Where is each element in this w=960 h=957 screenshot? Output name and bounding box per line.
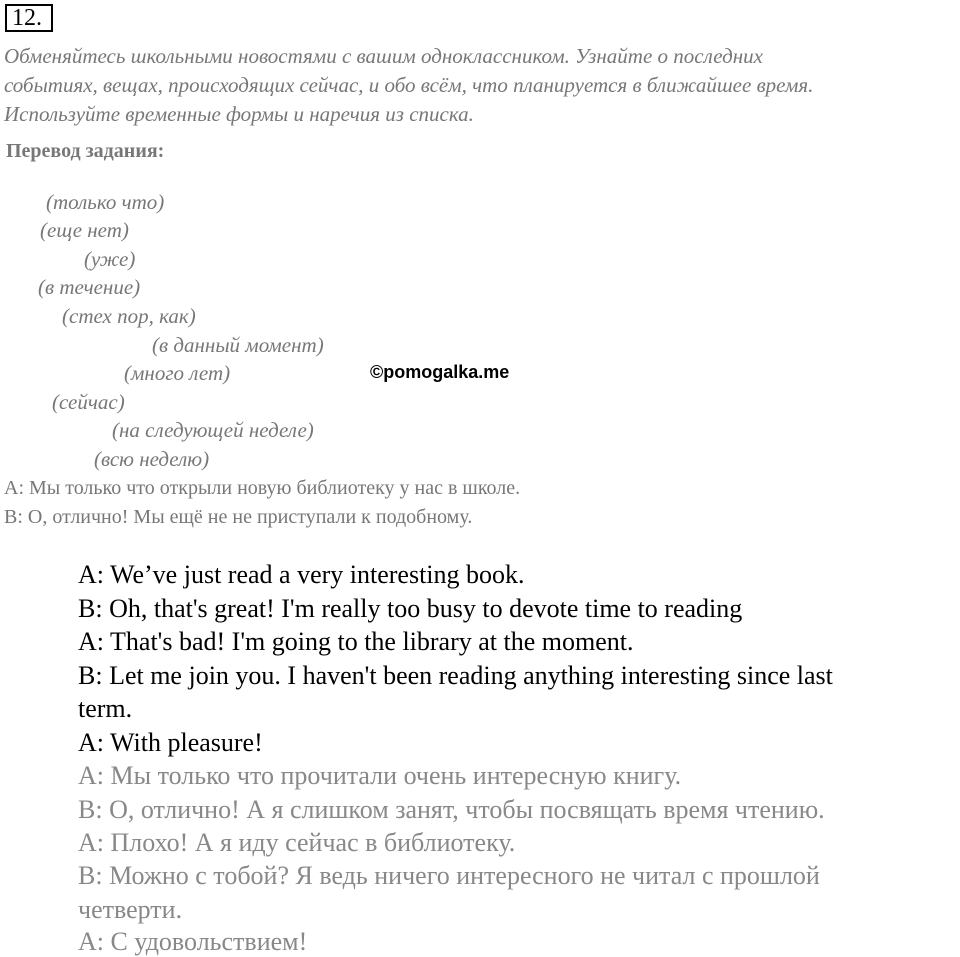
example-line-2: В: О, отлично! Мы ещё не не приступали к подобному. <box>4 506 473 528</box>
adverb-item: (стех пор, как) <box>62 304 196 328</box>
dialogue-en-line: B: Oh, that's great! I'm really too busy to devote time to reading <box>78 594 743 623</box>
translation-title: Перевод задания: <box>6 140 165 162</box>
dialogue-ru-line: А: С удовольствием! <box>78 927 308 956</box>
dialogue-ru-line: А: Мы только что прочитали очень интересную книгу. <box>78 761 682 790</box>
watermark: ©pomogalka.me <box>370 362 510 382</box>
example-line-1: А: Мы только что открыли новую библиотеку у нас в школе. <box>4 477 521 499</box>
dialogue-ru-line: А: Плохо! А я иду сейчас в библиотеку. <box>78 828 516 857</box>
dialogue-en-line: A: With pleasure! <box>78 728 263 757</box>
exercise-number: 12. <box>5 4 53 32</box>
task-line-3: Используйте временные формы и наречия из списка. <box>4 102 474 126</box>
dialogue-ru-line: В: Можно с тобой? Я ведь ничего интересного не читал с прошлой <box>78 861 820 890</box>
dialogue-en-line: B: Let me join you. I haven't been reading anything interesting since last <box>78 661 833 690</box>
task-line-1: Обменяйтесь школьными новостями с вашим одноклассником. Узнайте о последних <box>4 44 763 68</box>
adverb-item: (в данный момент) <box>152 333 324 357</box>
adverb-item: (уже) <box>84 247 136 271</box>
adverb-item: (в течение) <box>38 275 141 299</box>
adverb-item: (на следующей неделе) <box>112 418 314 442</box>
dialogue-ru-line: четверти. <box>78 895 183 924</box>
dialogue-en-line: A: That's bad! I'm going to the library at the moment. <box>78 627 634 656</box>
task-line-2: событиях, вещах, происходящих сейчас, и обо всём, что планируется в ближайшее время. <box>4 73 814 97</box>
dialogue-ru-line: В: О, отлично! А я слишком занят, чтобы посвящать время чтению. <box>78 795 825 824</box>
adverb-item: (только что) <box>46 190 165 214</box>
dialogue-en-line: term. <box>78 694 133 723</box>
adverb-item: (сейчас) <box>52 390 125 414</box>
adverb-item: (всю неделю) <box>94 447 210 471</box>
dialogue-en-line: A: We’ve just read a very interesting book. <box>78 560 525 589</box>
adverb-item: (еще нет) <box>40 218 129 242</box>
adverb-item: (много лет) <box>124 361 231 385</box>
